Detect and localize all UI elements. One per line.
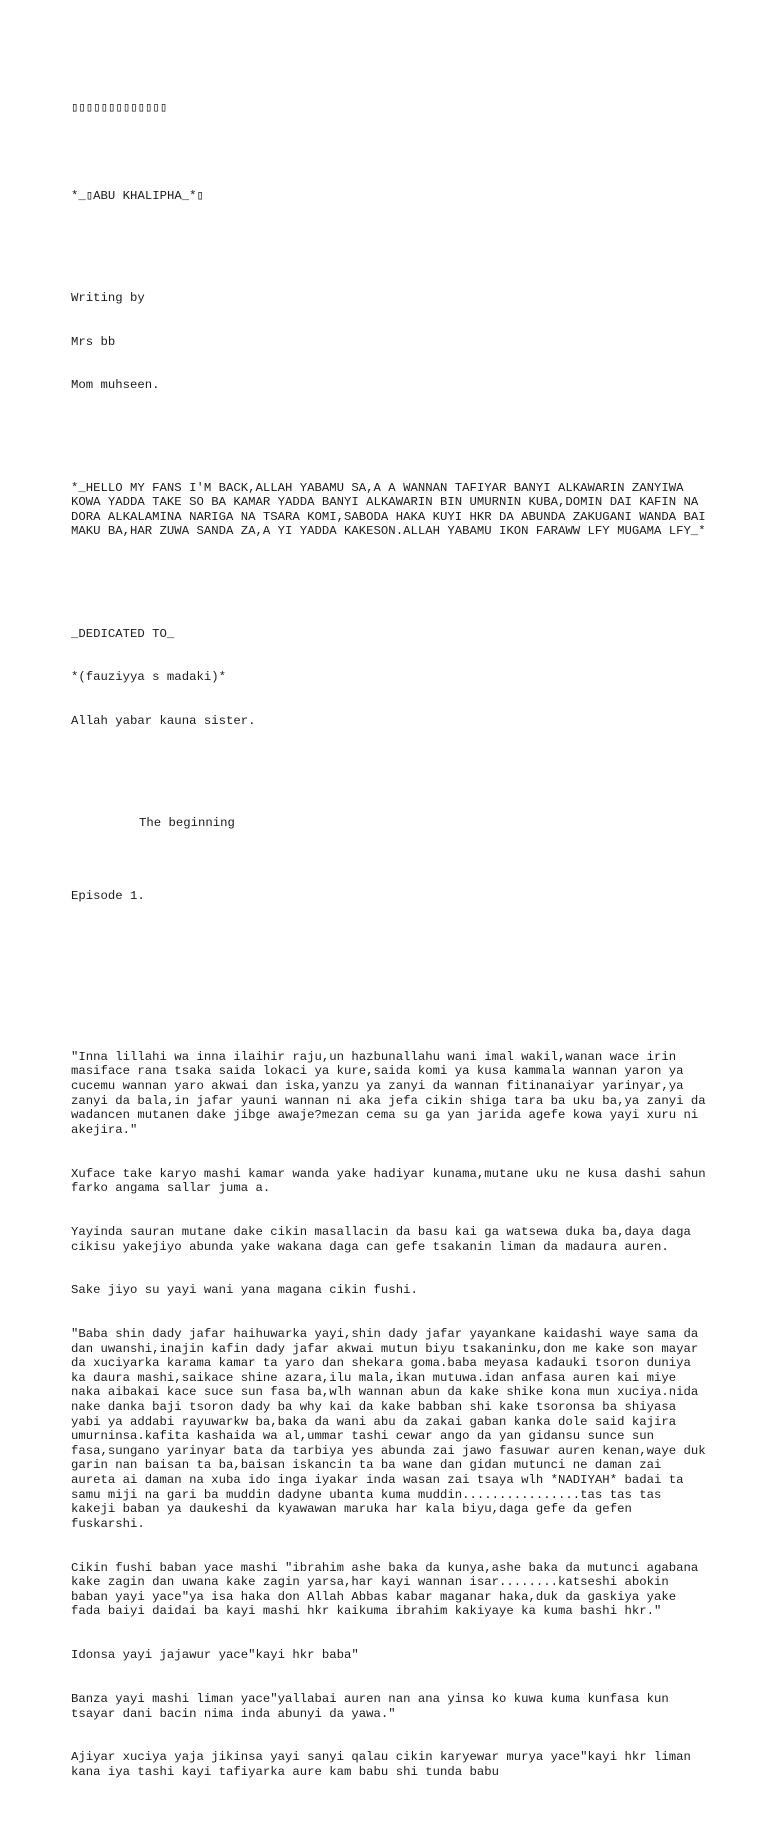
dedication bbox=[71, 597, 711, 758]
section-title: The beginning bbox=[139, 816, 235, 831]
intro-paragraph: *_HELLO MY FANS I'M BACK,ALLAH YABAMU SA,A A WANNAN TAFIYAR BANYI ALKAWARIN ZANYIWA KOWA YADDA TAKE SO BA KAMAR YADDA BANYI ALKAWARIN BIN UMURNIN KUBA,DOMIN DAI KAFIN NA DORA ALKALAMINA NARIGA NA TSARA KOMI,SABODA HAKA KUYI HKR DA ABUNDA ZAKUGANI WANDA BAI MAKU BA,HAR ZUWA SANDA ZA,A YI YADDA KAKESON.ALLAH YABAMU IKON FARAWW LFY MUGAMA LFY_* bbox=[71, 480, 714, 539]
story-paragraph: Cikin fushi baban yace mashi "ibrahim ashe baka da kunya,ashe baka da mutunci agabana kake zagin dan uwana kake zagin yarsa,har kayi wannan isar........katseshi abokin baban yayi yace"ya isa haka don Allah Abbas kabar maganar haka,duk da gaskiya yake fada baiyi daidai ba kayi mashi hkr kaikuma ibrahim kakiyaye ka kuma bashi hkr." bbox=[71, 1560, 706, 1619]
dedication-line: _DEDICATED TO_ bbox=[71, 626, 175, 641]
byline-line: Mom muhseen. bbox=[71, 378, 160, 393]
story-paragraph: "Inna lillahi wa inna ilaihir raju,un hazbunallahu wani imal wakil,wanan wace irin masiface rana tsaka saida lokaci ya kure,saida komi ya kusa kammala wannan yaron ya cucemu wannan yaro akwai dan iska,yanzu ya zanyi da wannan fitinanaiyar yarinyar,ya zanyi da bala,in jafar yauni wannan ni aka jefa cikin shiga tara ba uku ba,ya zanyi da wadancen mutanen dake jibge awaje?mezan cema su ga yan jarida agefe kowa yayi xuru ni akejira." bbox=[71, 1049, 714, 1137]
document-page bbox=[71, 72, 714, 1823]
glyph-row: ▯▯▯▯▯▯▯▯▯▯▯▯▯ bbox=[71, 101, 168, 116]
story-paragraph: Xuface take karyo mashi kamar wanda yake hadiyar kunama,mutane uku ne kusa dashi sahun farko angama sallar juma a. bbox=[71, 1166, 714, 1196]
author-tag: *_▯ABU KHALIPHA_*▯ bbox=[71, 188, 204, 203]
byline-line: Writing by bbox=[71, 290, 145, 305]
story-paragraph: Yayinda sauran mutane dake cikin masallacin da basu kai ga watsewa duka ba,daya daga cikisu yakejiyo abunda yake wakana daga can gefe tsakanin liman da madaura auren. bbox=[71, 1224, 699, 1254]
byline-line: Mrs bb bbox=[71, 334, 116, 349]
dedication-line: *(fauziyya s madaki)* bbox=[71, 670, 226, 685]
byline bbox=[71, 262, 711, 423]
story-paragraph: Banza yayi mashi liman yace"yallabai auren nan ana yinsa ko kuwa kuma kunfasa kun tsayar dani bacin nima inda abunyi da yawa." bbox=[71, 1691, 677, 1721]
spacer bbox=[71, 962, 711, 977]
story-paragraph: Idonsa yayi jajawur yace"kayi hkr baba" bbox=[71, 1648, 359, 1663]
story-paragraph: Ajiyar xuciya yaja jikinsa yayi sanyi qalau cikin karyewar murya yace"kayi hkr liman kana iya tashi kayi tafiyarka aure kam babu shi tunda babu bbox=[71, 1750, 699, 1779]
story-paragraph: "Baba shin dady jafar haihuwarka yayi,shin dady jafar yayankane kaidashi waye sama da dan uwanshi,inajin kafin dady jafar akwai mutun biyu tsakaninku,don me kake son mayar da xuciyarka karama kamar ta yaro dan shekara goma.baba meyasa kadauki tsoron duniya ka daura mashi,saikace shine azara,ilu mala,ikan mutuwa.idan anfasa auren kai miye naka aibakai kace suce sun fasa ba,wlh wannan abun da kake shike kona mun xuciya.nida nake danka baji tsoron dady ba why kai da kake babban shi kake tsoronsa ba shiyasa yabi ya addabi rayuwarkw ba,baka da wani abu da zakai gaban kanka dole said kajira umurninsa.kafita kashaida wa al,ummar tashi cewar ango da yan gidansu sunce sun fasa,sungano yarinyar bata da tarbiya yes abunda zai jawo fasuwar auren kenan,waye duk garin nan baisan ta ba,baisan iskancin ta ba wane dan gidan mutunci ne daman zai aureta ai daman na xuba ido inga iyakar inda wasan zai tsaya wlh *NADIYAH* badai ta samu miji na gari ba muddin dadyne ubanta kuma muddin................tas tas tas kakeji baban ya daukeshi da kyawawan maruka har kala biyu,daga gefe da gefen fuskarshi. bbox=[71, 1327, 714, 1531]
episode-heading: Episode 1. bbox=[71, 889, 145, 904]
story-paragraph: Sake jiyo su yayi wani yana magana cikin fushi. bbox=[71, 1283, 418, 1298]
story-body bbox=[71, 1021, 714, 1809]
spacer bbox=[71, 145, 711, 160]
dedication-line: Allah yabar kauna sister. bbox=[71, 714, 256, 729]
